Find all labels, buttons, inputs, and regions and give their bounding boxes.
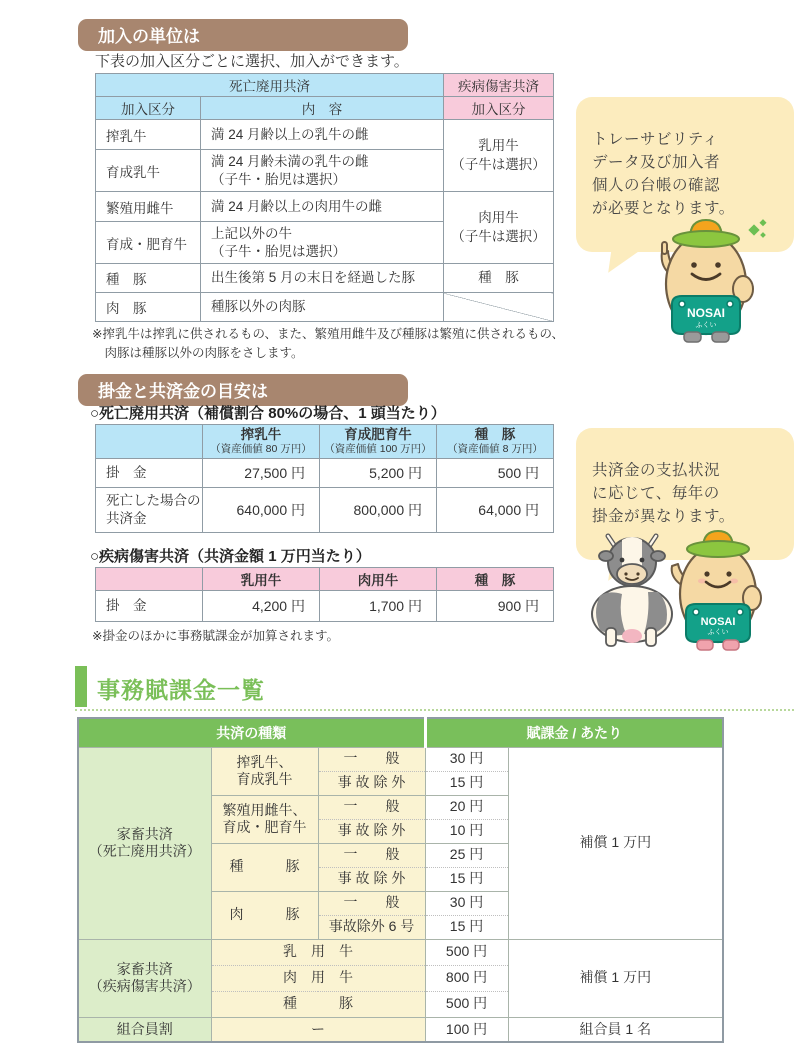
kakekin-shuton2: 900 円 xyxy=(437,591,554,622)
animal-shuton: 種 豚 xyxy=(211,843,318,891)
type-exclusion-6: 事故除外 6 号 xyxy=(318,915,425,939)
fee-header-type: 共済の種類 xyxy=(78,718,425,747)
group-death-label: 家畜共済 （死亡廃用共済） xyxy=(78,747,211,939)
animal-nyuyogyu: 乳 用 牛 xyxy=(211,939,425,965)
group-member-label: 組合員割 xyxy=(78,1017,211,1042)
nosai-logo: NOSAI xyxy=(686,306,726,320)
animal-nikuyogyu: 肉 用 牛 xyxy=(211,965,425,991)
fee-value: 25 円 xyxy=(425,843,508,867)
fee-table xyxy=(77,717,724,1043)
nosai-mascot-with-cow xyxy=(570,520,800,654)
table-row xyxy=(96,591,554,622)
animal-hanshoku-ikusei: 繁殖用雌牛、 育成・肥育牛 xyxy=(211,795,318,843)
col-header-sakunyu xyxy=(203,425,320,459)
fee-value: 15 円 xyxy=(425,915,508,939)
animal-sakunyu-ikusei: 搾乳牛、 育成乳牛 xyxy=(211,747,318,795)
col-header-shuton2: 種 豚 xyxy=(437,568,554,591)
cell-nikuyogyu: 肉用牛 （子牛は選択） xyxy=(444,192,554,264)
col-header-ikuseihiiku xyxy=(320,425,437,459)
nosai-character-icon xyxy=(672,531,761,650)
kyosaikin-sakunyu: 640,000 円 xyxy=(203,488,320,533)
table-row xyxy=(96,488,554,533)
join-table-header-kubun-left: 加入区分 xyxy=(96,97,201,120)
join-table-header-kubun-right: 加入区分 xyxy=(444,97,554,120)
subtitle-sickness-premium: ○疾病傷害共済（共済金額 1 万円当たり） xyxy=(90,548,371,565)
nosai-logo-sub: ふくい xyxy=(695,322,717,329)
cell-nyuyogyu: 乳用牛 （子牛は選択） xyxy=(444,120,554,192)
speech-bubble-text: 共済金の支払状況 に応じて、毎年の 掛金が異なります。 xyxy=(592,461,735,525)
join-table-header-death: 死亡廃用共済 xyxy=(96,74,444,97)
table-row xyxy=(96,264,554,293)
row-desc-sakunyu: 満 24 月齢以上の乳牛の雌 xyxy=(201,120,444,150)
animal-nikuton: 肉 豚 xyxy=(211,891,318,939)
section-header-join: 加入の単位は xyxy=(78,19,408,51)
table-row xyxy=(96,120,554,150)
join-table-header-sickness: 疾病傷害共済 xyxy=(444,74,554,97)
col-header-nikuyogyu: 肉用牛 xyxy=(320,568,437,591)
subtitle-death-premium: ○死亡廃用共済（補償割合 80%の場合、1 頭当たり） xyxy=(90,405,446,422)
fee-value: 15 円 xyxy=(425,771,508,795)
member-dash: ー xyxy=(211,1017,425,1042)
col-header-shuton xyxy=(437,425,554,459)
sickness-premium-table xyxy=(95,567,554,622)
empty-diagonal-cell xyxy=(444,293,554,322)
death-premium-table xyxy=(95,424,554,533)
fee-value: 10 円 xyxy=(425,819,508,843)
sparkle-icon xyxy=(748,219,766,238)
table-row xyxy=(78,747,723,771)
group-sickness-note: 補償 1 万円 xyxy=(508,939,723,1017)
fee-value: 15 円 xyxy=(425,867,508,891)
cell-shuton-right: 種 豚 xyxy=(444,264,554,293)
type-exclusion: 事 故 除 外 xyxy=(318,771,425,795)
empty-header-cell xyxy=(96,425,203,459)
kakekin-shuton: 500 円 xyxy=(437,459,554,488)
fee-value: 20 円 xyxy=(425,795,508,819)
fee-header-amount: 賦課金 / あたり xyxy=(425,718,723,747)
join-category-table xyxy=(95,73,554,322)
nosai-mascot-character xyxy=(622,212,792,344)
table-row xyxy=(78,1017,723,1042)
empty-header-cell xyxy=(96,568,203,591)
fee-section-title: 事務賦課金一覧 xyxy=(97,677,265,703)
dotted-divider xyxy=(75,709,794,711)
table-row xyxy=(96,459,554,488)
fee-value: 30 円 xyxy=(425,747,508,771)
group-sickness-label: 家畜共済 （疾病傷害共済） xyxy=(78,939,211,1017)
premium-footnote: ※掛金のほかに事務賦課金が加算されます。 xyxy=(92,629,339,643)
col-subname: （資産価値 8 万円） xyxy=(447,443,543,456)
type-general: 一 般 xyxy=(318,891,425,915)
row-label-shuton: 種 豚 xyxy=(96,264,201,293)
fee-value: 100 円 xyxy=(425,1017,508,1042)
table-row xyxy=(96,192,554,222)
row-desc-hanshoku: 満 24 月齢以上の肉用牛の雌 xyxy=(201,192,444,222)
type-exclusion: 事 故 除 外 xyxy=(318,867,425,891)
fee-title-bar xyxy=(75,666,87,707)
kyosaikin-ikuseihiiku: 800,000 円 xyxy=(320,488,437,533)
fee-value: 500 円 xyxy=(425,991,508,1017)
fee-value: 30 円 xyxy=(425,891,508,915)
kakekin-nikuyogyu: 1,700 円 xyxy=(320,591,437,622)
group-member-note: 組合員 1 名 xyxy=(508,1017,723,1042)
kakekin-ikuseihiiku: 5,200 円 xyxy=(320,459,437,488)
kakekin-sakunyu: 27,500 円 xyxy=(203,459,320,488)
row-label-nikuton: 肉 豚 xyxy=(96,293,201,322)
row-desc-nikuton: 種豚以外の肉豚 xyxy=(201,293,444,322)
col-subname: （資産価値 100 万円） xyxy=(324,443,432,456)
col-name: 育成肥育牛 xyxy=(344,427,412,443)
type-general: 一 般 xyxy=(318,843,425,867)
table-row xyxy=(96,293,554,322)
col-subname: （資産価値 80 万円） xyxy=(210,443,312,456)
table-row xyxy=(78,939,723,965)
type-exclusion: 事 故 除 外 xyxy=(318,819,425,843)
row-label-kakekin2: 掛 金 xyxy=(96,591,203,622)
row-desc-shuton: 出生後第 5 月の末日を経過した豚 xyxy=(201,264,444,293)
nosai-logo-sub: ふくい xyxy=(707,629,729,636)
row-label-kyosaikin: 死亡した場合の 共済金 xyxy=(96,488,203,533)
join-table-header-naiyo: 内 容 xyxy=(201,97,444,120)
join-intro-text: 下表の加入区分ごとに選択、加入ができます。 xyxy=(95,53,409,70)
col-name: 種 豚 xyxy=(474,427,516,443)
kyosaikin-shuton: 64,000 円 xyxy=(437,488,554,533)
row-desc-ikusei-nyugyu: 満 24 月齢未満の乳牛の雌 （子牛・胎児は選択） xyxy=(201,150,444,192)
section-header-premium: 掛金と共済金の目安は xyxy=(78,374,408,406)
join-footnote: ※搾乳牛は搾乳に供されるもの、また、繁殖用雌牛及び種豚は繁殖に供されるもの、 肉豚は種豚以外の肉豚をさします。 xyxy=(92,327,564,360)
row-label-ikusei-nyugyu: 育成乳牛 xyxy=(96,150,201,192)
type-general: 一 般 xyxy=(318,747,425,771)
col-name: 搾乳牛 xyxy=(240,427,282,443)
row-label-kakekin: 掛 金 xyxy=(96,459,203,488)
group-death-note: 補償 1 万円 xyxy=(508,747,723,939)
row-desc-ikusei-hiiku: 上記以外の牛 （子牛・胎児は選択） xyxy=(201,222,444,264)
col-header-nyuyogyu: 乳用牛 xyxy=(203,568,320,591)
nosai-logo: NOSAI xyxy=(700,616,736,628)
speech-bubble-text: トレーサビリティ データ及び加入者 個人の台帳の確認 が必要となります。 xyxy=(592,130,735,217)
fee-value: 500 円 xyxy=(425,939,508,965)
kakekin-nyuyogyu: 4,200 円 xyxy=(203,591,320,622)
animal-shuton-2: 種 豚 xyxy=(211,991,425,1017)
cow-icon xyxy=(592,536,672,646)
row-label-hanshoku: 繁殖用雌牛 xyxy=(96,192,201,222)
fee-value: 800 円 xyxy=(425,965,508,991)
type-general: 一 般 xyxy=(318,795,425,819)
row-label-sakunyu: 搾乳牛 xyxy=(96,120,201,150)
row-label-ikusei-hiiku: 育成・肥育牛 xyxy=(96,222,201,264)
